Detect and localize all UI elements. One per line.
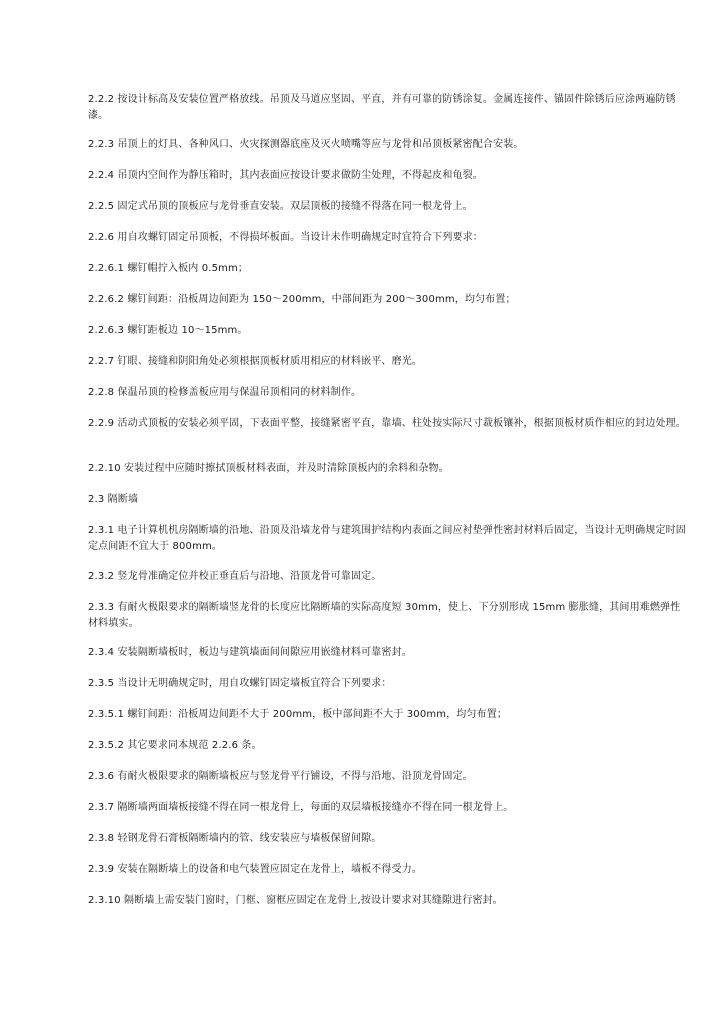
clause-2-3-4: 2.3.4 安装隔断墙板时，板边与建筑墙面间间隙应用嵌缝材料可靠密封。: [88, 647, 412, 658]
clause-2-3-9: 2.3.9 安装在隔断墙上的设备和电气装置应固定在龙骨上，墙板不得受力。: [88, 864, 423, 875]
clause-2-2-2: 2.2.2 按设计标高及安装位置严格放线。吊顶及马道应坚固、平直，并有可靠的防锈涂复。金属连接件、锚固件除锈后应涂两遍防锈漆。: [88, 94, 676, 121]
clause-2-3-8: 2.3.8 轻钢龙骨石膏板隔断墙内的管、线安装应与墙板保留间隙。: [88, 833, 382, 844]
clause-2-2-4: 2.2.4 吊顶内空间作为静压箱时，其内表面应按设计要求做防尘处理，不得起皮和龟裂。: [88, 170, 483, 181]
clause-2-2-8: 2.2.8 保温吊顶的检修盖板应用与保温吊顶相同的材料制作。: [88, 387, 362, 398]
clause-2-3-5-2: 2.3.5.2 其它要求同本规范 2.2.6 条。: [88, 740, 262, 751]
clause-2-2-6-2: 2.2.6.2 螺钉间距：沿板周边间距为 150～200mm，中部间距为 200～300mm，均匀布置；: [88, 294, 516, 305]
section-heading-2-3: 2.3 隔断墙: [88, 494, 139, 505]
clause-2-2-5: 2.2.5 固定式吊顶的顶板应与龙骨垂直安装。双层顶板的接缝不得落在同一根龙骨上。: [88, 201, 473, 212]
clause-2-3-2: 2.3.2 竖龙骨准确定位并校正垂直后与沿地、沿顶龙骨可靠固定。: [88, 571, 382, 582]
clause-2-3-5: 2.3.5 当设计无明确规定时，用自攻螺钉固定墙板宜符合下列要求：: [88, 678, 392, 689]
clause-2-2-6: 2.2.6 用自攻螺钉固定吊顶板，不得损坏板面。当设计未作明确规定时宜符合下列要求：: [88, 232, 483, 243]
clause-2-2-6-1: 2.2.6.1 螺钉帽拧入板内 0.5mm；: [88, 263, 249, 274]
clause-2-2-3: 2.2.3 吊顶上的灯具、各种风口、火灾探测器底座及灭火喷嘴等应与龙骨和吊顶板紧密配合安装。: [88, 139, 524, 150]
clause-2-2-9: 2.2.9 活动式顶板的安装必须平固，下表面平整，接缝紧密平直，靠墙、柱处按实际尺寸裁板镶补，根据顶板材质作相应的封边处理。: [88, 418, 686, 429]
clause-2-2-6-3: 2.2.6.3 螺钉距板边 10～15mm。: [88, 325, 248, 336]
clause-2-3-7: 2.3.7 隔断墙两面墙板接缝不得在同一根龙骨上，每面的双层墙板接缝亦不得在同一根龙骨上。: [88, 802, 514, 813]
clause-2-3-1: 2.3.1 电子计算机机房隔断墙的沿地、沿顶及沿墙龙骨与建筑围护结构内表面之间应衬垫弹性密封材料后固定，当设计无明确规定时固定点间距不宜大于 800mm。: [88, 525, 686, 552]
clause-2-3-6: 2.3.6 有耐火极限要求的隔断墙板应与竖龙骨平行铺设，不得与沿地、沿顶龙骨固定。: [88, 771, 473, 782]
clause-2-3-3: 2.3.3 有耐火极限要求的隔断墙竖龙骨的长度应比隔断墙的实际高度短 30mm，使上、下分别形成 15mm 膨胀缝，其间用难燃弹性材料填实。: [88, 602, 681, 629]
clause-2-3-5-1: 2.3.5.1 螺钉间距：沿板周边间距不大于 200mm，板中部间距不大于 300mm，均匀布置；: [88, 709, 508, 720]
clause-2-2-7: 2.2.7 钉眼、接缝和阴阳角处必须根据顶板材质用相应的材料嵌平、磨光。: [88, 356, 423, 367]
clause-2-3-10: 2.3.10 隔断墙上需安装门窗时，门框、窗框应固定在龙骨上,按设计要求对其缝隙进行密封。: [88, 895, 503, 906]
clause-2-2-10: 2.2.10 安装过程中应随时擦拭顶板材料表面，并及时清除顶板内的余料和杂物。: [88, 463, 449, 474]
